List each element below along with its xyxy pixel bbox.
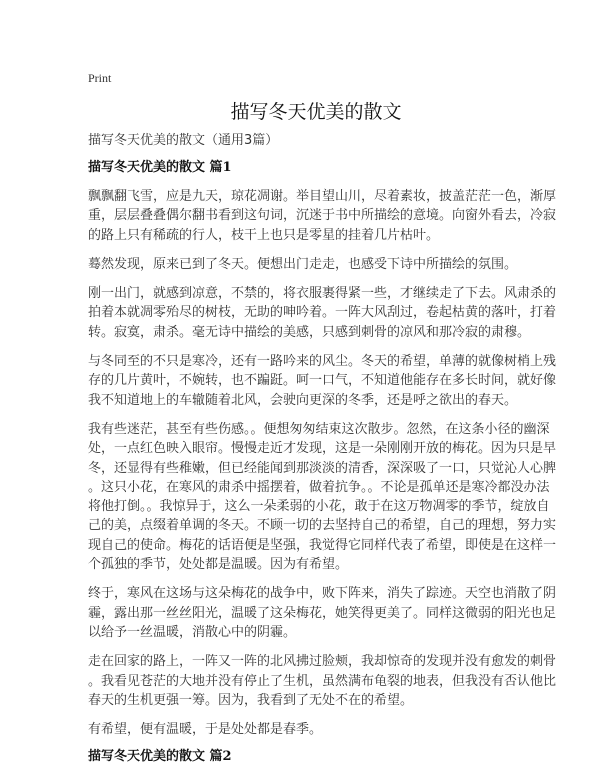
paragraph: [88, 652, 557, 710]
paragraph-line: 重，层层叠叠偶尔翻书看到这句词，沉迷于书中所描绘的意境。向窗外看去，冷寂: [88, 208, 557, 224]
paragraph-line: 的路上只有稀疏的行人，枝干上也只是零星的挂着几片枯叶。: [88, 227, 440, 243]
paragraph-line: 将他打倒。。我惊异于，这么一朵柔弱的小花，敢于在这万物凋零的季节，绽放自: [88, 499, 550, 515]
paragraph-line: 处，一点红色映入眼帘。慢慢走近才发现，这是一朵刚刚开放的梅花。因为只是早: [88, 441, 557, 457]
paragraph-line: 以给予一丝温暖，消散心中的阴霾。: [88, 624, 297, 640]
paragraph-line: 冬，还显得有些稚嫩，但已经能闻到那淡淡的清香，深深吸了一口，只觉沁人心脾: [88, 460, 557, 476]
paragraph: [88, 584, 557, 642]
paragraph-line: 我有些迷茫，甚至有些伤感。。便想匆匆结束这次散步。忽然，在这条小径的幽深: [88, 421, 550, 437]
paragraph: [88, 352, 557, 410]
print-label[interactable]: Print: [88, 71, 112, 85]
paragraph: [88, 420, 557, 574]
section-heading: 描写冬天优美的散文 篇1: [88, 160, 232, 175]
paragraph-line: 我不知道地上的车辙随着北风，会驶向更深的冬季，还是呼之欲出的春天。: [88, 392, 518, 408]
paragraph-line: 春天的生机更强一筹。因为，我看到了无处不在的希望。: [88, 692, 414, 708]
document-subtitle: 描写冬天优美的散文（通用3篇）: [88, 133, 279, 148]
paragraph-line: 飘飘翻飞雪，应是九天，琼花凋谢。举目望山川，尽着素妆，披盖茫茫一色，渐厚: [88, 189, 557, 204]
paragraph-line: 走在回家的路上，一阵又一阵的北风拂过脸颊，我却惊奇的发现并没有愈发的刺骨: [88, 654, 557, 670]
paragraph-line: 转。寂寞，肃杀。毫无诗中描绘的美感，只感到刺骨的凉风和那冷寂的肃穆。: [88, 324, 531, 340]
sections: [88, 159, 557, 766]
paragraph-line: 己的美，点缀着单调的冬天。不顾一切的去坚持自己的希望，自己的理想，努力实: [88, 518, 557, 534]
document-page: [88, 70, 557, 766]
paragraph-line: 与冬同至的不只是寒冷，还有一路吟来的风尘。冬天的希望，单薄的就像树梢上残: [88, 354, 557, 370]
paragraph-line: 拍着本就凋零殆尽的树枝，无助的呻吟着。一阵大风刮过，卷起枯黄的落叶，打着: [88, 305, 557, 321]
paragraph: [88, 255, 544, 274]
paragraph-line: 现自己的使命。梅花的话语便是坚强，我觉得它同样代表了希望，即使是在这样一: [88, 537, 557, 553]
paragraph-line: 个孤独的季节，处处都是温暖。因为有希望。: [88, 557, 349, 573]
paragraph-line: 。这只小花，在寒风的肃杀中摇摆着，做着抗争。。不论是孤单还是寒冷都没办法: [88, 479, 550, 495]
paragraph-line: 刚一出门，就感到凉意，不禁的，将衣服裹得紧一些，才继续走了下去。风肃杀的: [88, 286, 557, 302]
paragraph: [88, 284, 557, 342]
document-title: 描写冬天优美的散文: [230, 101, 402, 123]
paragraph-line: 存的几片黄叶，不婉转，也不蹁跹。呵一口气，不知道他能存在多长时间，就好像: [88, 373, 557, 389]
paragraph-line: 终于，寒风在这场与这朵梅花的战争中，败下阵来，消失了踪迹。天空也消散了阴: [88, 586, 557, 602]
paragraph-line: 有希望，便有温暖，于是处处都是春季。: [88, 722, 323, 738]
paragraph-line: 蓦然发现，原来已到了冬天。便想出门走走，也感受下诗中所描绘的氛围。: [88, 256, 518, 272]
paragraph-line: 。我看见苍茫的大地并没有停止了生机，虽然满布龟裂的地表，但我没有否认他比: [88, 673, 557, 689]
paragraph-line: 霾，露出那一丝丝阳光，温暖了这朵梅花，她笑得更美了。同样这微弱的阳光也足: [88, 605, 557, 621]
paragraph: [88, 720, 544, 739]
paragraph: [88, 187, 557, 245]
section-heading: 描写冬天优美的散文 篇2: [88, 749, 232, 765]
